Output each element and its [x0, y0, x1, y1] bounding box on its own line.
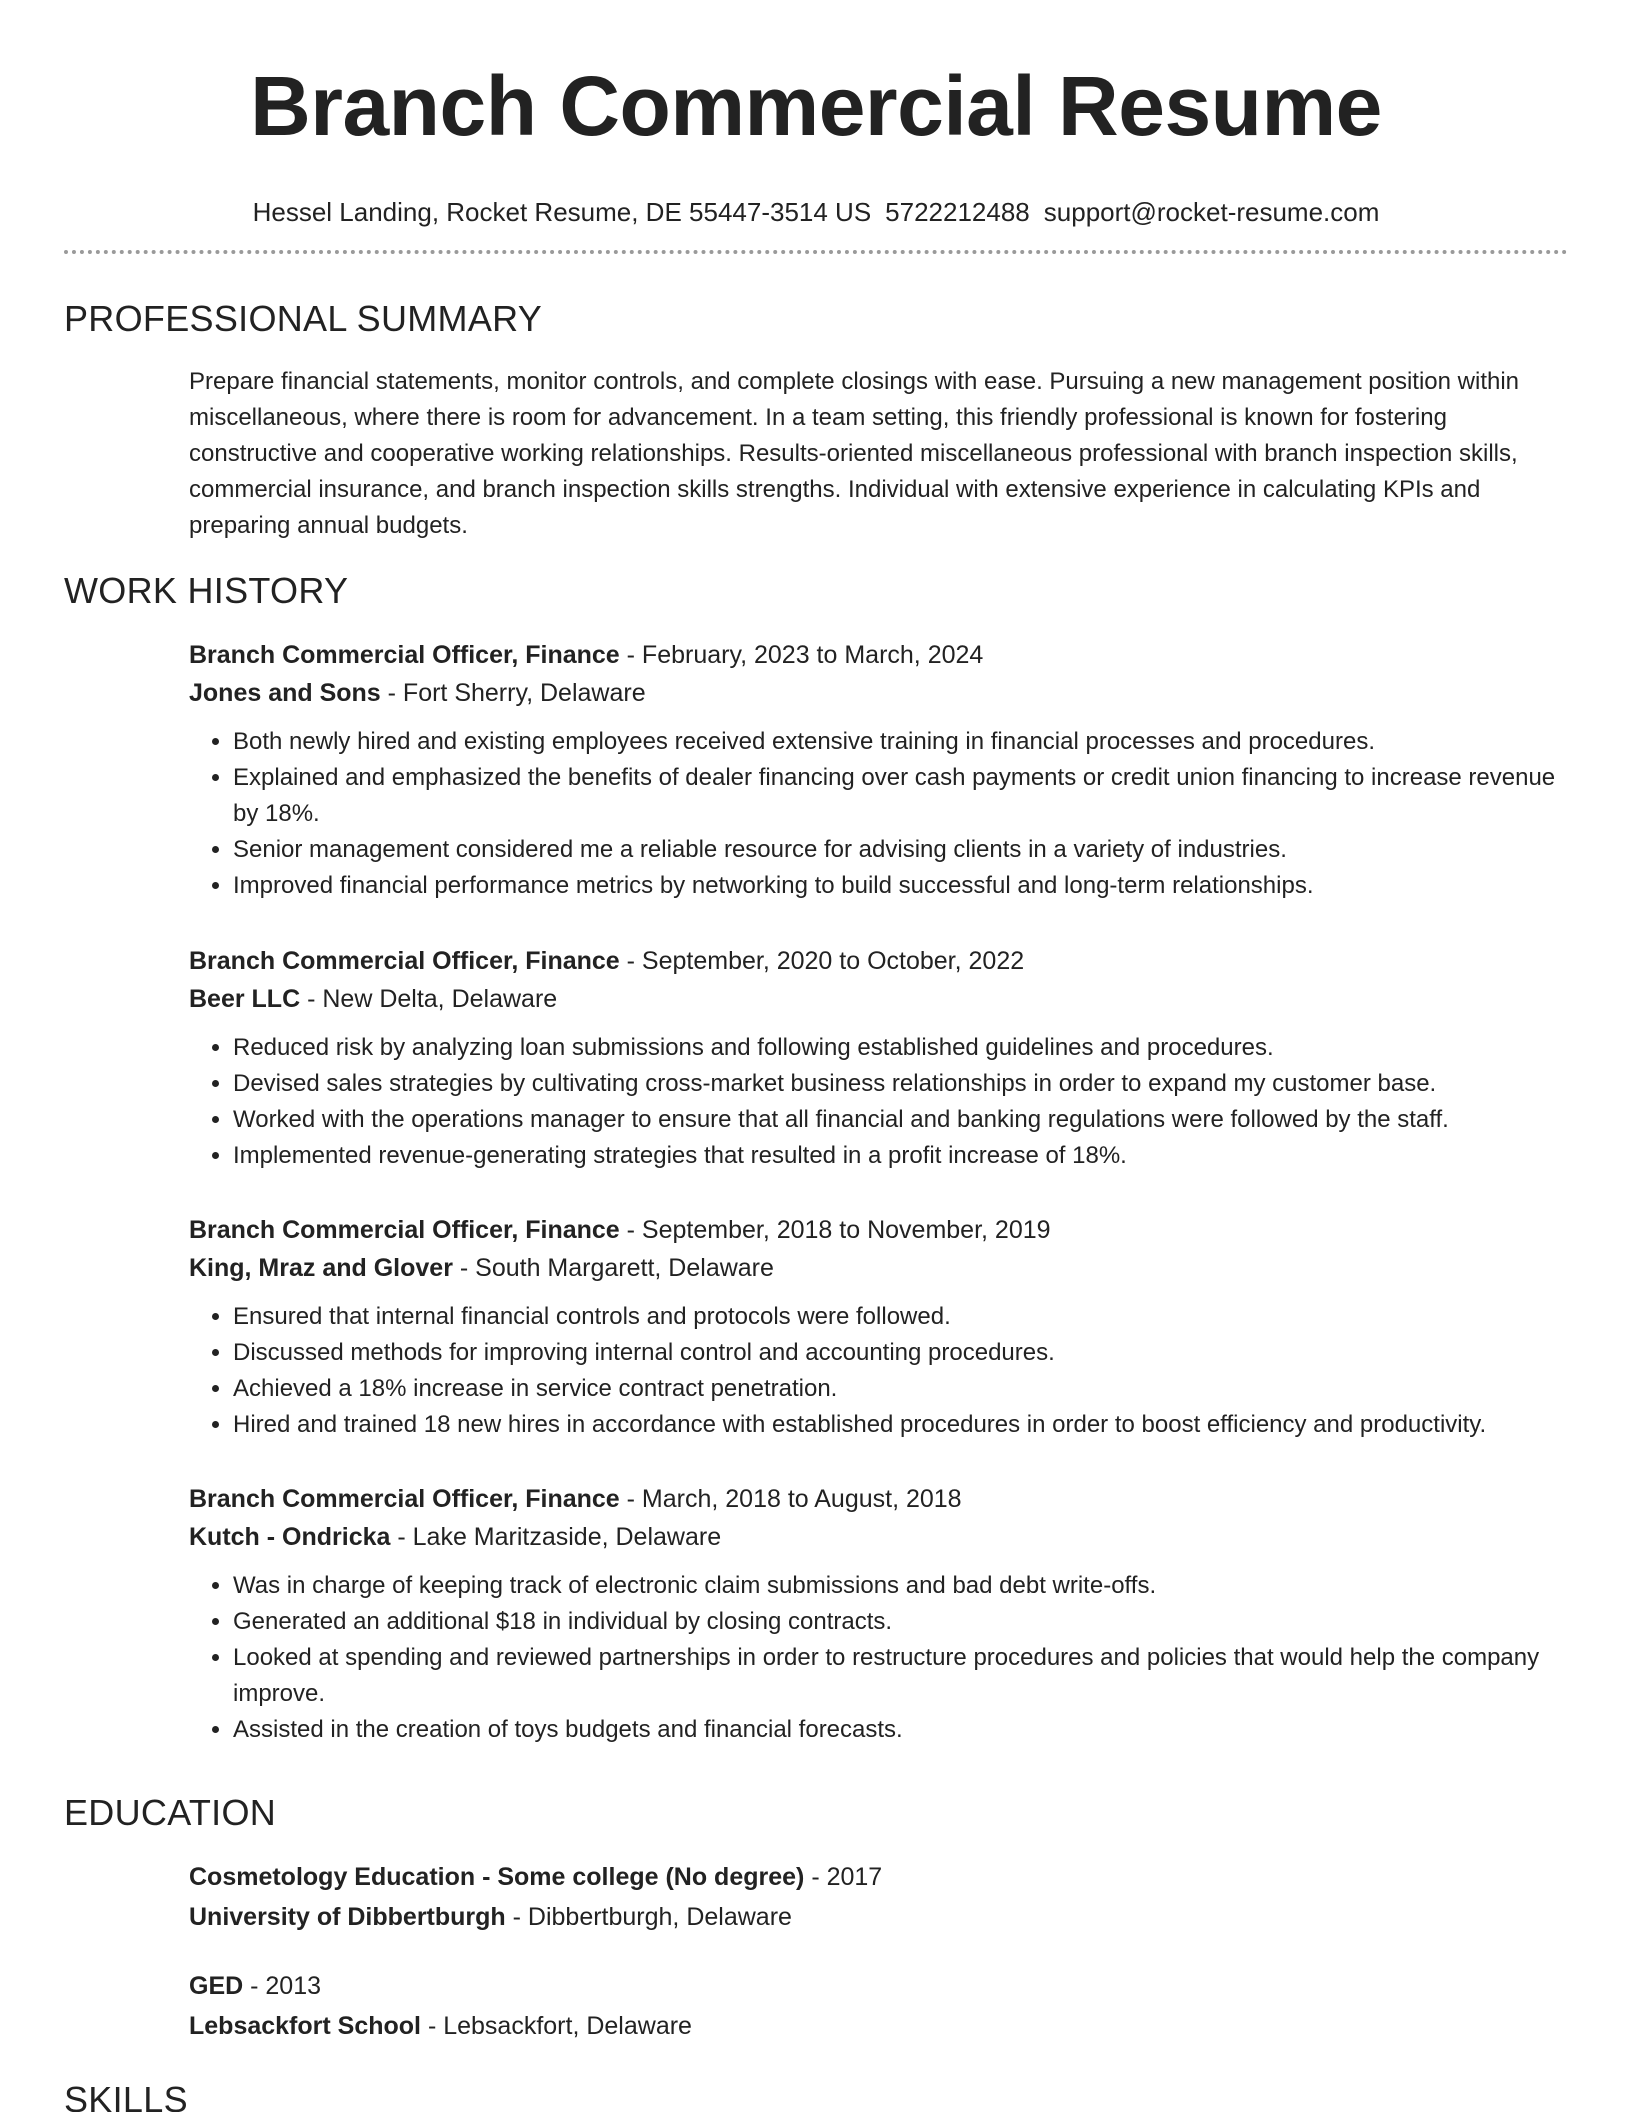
job-title-line — [189, 636, 1568, 674]
job-bullets — [189, 724, 1568, 904]
job-bullet: • Hired and trained 18 new hires in accordance with established procedures in order to boost efficiency and productivity. — [233, 1407, 1568, 1443]
job-bullet: • Was in charge of keeping track of electronic claim submissions and bad debt write-offs. — [233, 1568, 1568, 1604]
job-company-line — [189, 1249, 1568, 1287]
job-bullet: • Ensured that internal financial controls and protocols were followed. — [233, 1299, 1568, 1335]
job-location: - New Delta, Delaware — [300, 985, 558, 1013]
job-title-line — [189, 942, 1568, 980]
job-company: King, Mraz and Glover — [189, 1254, 453, 1282]
education-location: - Lebsackfort, Delaware — [421, 2012, 692, 2040]
job-dates: - September, 2018 to November, 2019 — [619, 1216, 1051, 1244]
education-degree-line — [189, 1966, 1568, 2006]
job-bullet: • Generated an additional $18 in individual by closing contracts. — [233, 1604, 1568, 1640]
job-role: Branch Commercial Officer, Finance — [189, 1485, 620, 1513]
job-location: - Lake Maritzaside, Delaware — [390, 1523, 722, 1551]
job-company: Kutch - Ondricka — [189, 1523, 391, 1551]
address: Hessel Landing, Rocket Resume, DE 55447-3514 US — [252, 197, 872, 227]
job-company-line — [189, 980, 1568, 1018]
education-entry — [189, 1857, 1568, 1937]
job-bullet: • Discussed methods for improving internal control and accounting procedures. — [233, 1335, 1568, 1371]
job-bullet: • Reduced risk by analyzing loan submissions and following established guidelines and procedures. — [233, 1030, 1568, 1066]
education-year: - 2013 — [243, 1972, 322, 2000]
job-role: Branch Commercial Officer, Finance — [189, 947, 620, 975]
job-bullet: • Improved financial performance metrics by networking to build successful and long-term relationships. — [233, 868, 1568, 904]
job-location: - South Margarett, Delaware — [452, 1254, 774, 1282]
summary-heading: PROFESSIONAL SUMMARY — [64, 298, 543, 339]
education-degree: Cosmetology Education - Some college (No degree) — [189, 1863, 805, 1891]
job-role: Branch Commercial Officer, Finance — [189, 1216, 620, 1244]
education-heading: EDUCATION — [64, 1792, 277, 1833]
job-bullet: • Devised sales strategies by cultivating cross-market business relationships in order to expand my customer base. — [233, 1066, 1568, 1102]
job-bullet: • Explained and emphasized the benefits of dealer financing over cash payments or credit union financing to increase revenue by 18%. — [233, 760, 1568, 832]
education-location: - Dibbertburgh, Delaware — [505, 1903, 792, 1931]
job-bullets — [189, 1568, 1568, 1748]
job-bullet: • Worked with the operations manager to ensure that all financial and banking regulations were followed by the staff. — [233, 1102, 1568, 1138]
job-bullets — [189, 1299, 1568, 1443]
job-bullet: • Both newly hired and existing employees received extensive training in financial processes and procedures. — [233, 724, 1568, 760]
job-dates: - March, 2018 to August, 2018 — [619, 1485, 962, 1513]
email-address: support@rocket-resume.com — [1043, 197, 1380, 227]
job-title-line — [189, 1211, 1568, 1249]
education-degree: GED — [189, 1972, 244, 2000]
job-bullet: • Assisted in the creation of toys budgets and financial forecasts. — [233, 1712, 1568, 1748]
job-entry — [189, 1211, 1568, 1443]
job-location: - Fort Sherry, Delaware — [380, 679, 646, 707]
skills-heading: SKILLS — [64, 2079, 188, 2112]
job-company-line — [189, 674, 1568, 712]
job-company: Beer LLC — [189, 985, 301, 1013]
education-school: Lebsackfort School — [189, 2012, 421, 2040]
work-history-heading: WORK HISTORY — [64, 570, 349, 611]
job-bullet: • Senior management considered me a reliable resource for advising clients in a variety of industries. — [233, 832, 1568, 868]
resume-title: Branch Commercial Resume — [250, 59, 1382, 153]
job-entry — [189, 636, 1568, 904]
education-degree-line — [189, 1857, 1568, 1897]
job-dates: - February, 2023 to March, 2024 — [619, 641, 984, 669]
job-bullets — [189, 1030, 1568, 1174]
job-dates: - September, 2020 to October, 2022 — [619, 947, 1025, 975]
education-school: University of Dibbertburgh — [189, 1903, 506, 1931]
job-company-line — [189, 1518, 1568, 1556]
phone-number: 5722212488 — [885, 197, 1030, 227]
resume-header — [0, 0, 1632, 228]
education-school-line — [189, 2006, 1568, 2046]
education-school-line — [189, 1897, 1568, 1937]
job-entry — [189, 942, 1568, 1174]
job-entry — [189, 1480, 1568, 1748]
education-year: - 2017 — [804, 1863, 883, 1891]
job-company: Jones and Sons — [189, 679, 381, 707]
job-bullet: • Implemented revenue-generating strategies that resulted in a profit increase of 18%. — [233, 1138, 1568, 1174]
job-bullet: • Achieved a 18% increase in service contract penetration. — [233, 1371, 1568, 1407]
education-entry — [189, 1966, 1568, 2046]
contact-line — [0, 196, 1632, 228]
job-title-line — [189, 1480, 1568, 1518]
job-role: Branch Commercial Officer, Finance — [189, 641, 620, 669]
summary-text: Prepare financial statements, monitor controls, and complete closings with ease. Pursuing a new management position within miscellaneous, where there is room for advancement. In a team setting, this friendly professional is known for fostering constructive and cooperative working relationships. Results-oriented miscellaneous professional with branch inspection skills, commercial insurance, and branch inspection skills strengths. Individual with extensive experience in calculating KPIs and preparing annual budgets. — [189, 368, 1520, 539]
job-bullet: • Looked at spending and reviewed partnerships in order to restructure procedures and policies that would help the company improve. — [233, 1640, 1568, 1712]
header-divider — [64, 250, 1568, 254]
